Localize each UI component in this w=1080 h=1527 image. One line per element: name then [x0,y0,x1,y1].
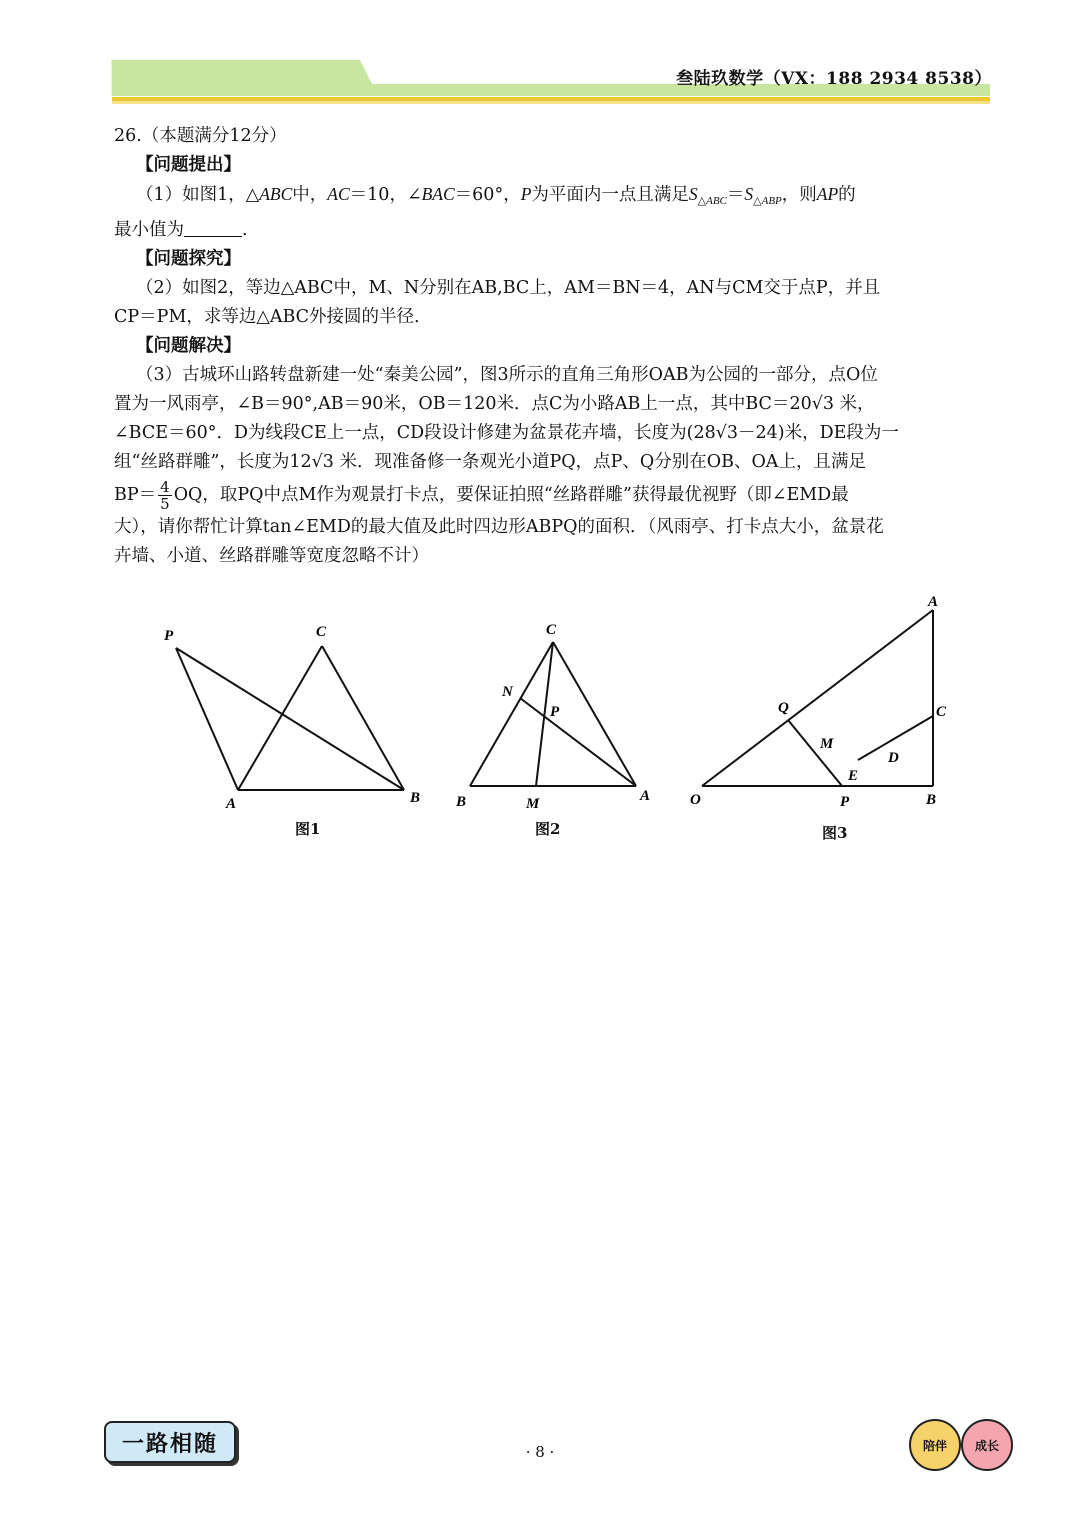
p1-text-a: （1）如图1，△ [136,185,260,205]
part1-line1 [114,180,994,216]
p1-end: . [242,220,248,240]
fraction-numerator: 4 [160,478,170,496]
p1-math-s2: S [744,184,754,204]
fig2-label-b: B [456,794,467,810]
fig3-label-b: B [926,792,937,808]
fig1-label-a: A [226,796,237,812]
p1-sub-abp: △ABP [753,195,782,207]
p1-text-e: ＝10，∠ [349,185,422,205]
p1-sub-abc: △ABC [697,195,727,207]
part1-line2 [114,216,994,245]
p1-math-p: P [520,184,532,204]
fig3-label-p: P [840,794,850,810]
fig1-label-p: P [164,628,174,644]
fig1-label-c: C [316,624,327,640]
fig2-label-m: M [526,796,540,812]
part2-line1: （2）如图2，等边△ABC中，M、N分别在AB,BC上，AM＝BN＝4，AN与CM交于点P，并且 [136,278,881,298]
fig3-caption: 图3 [822,824,848,842]
fig3-label-o: O [690,792,701,808]
fig3-label-m: M [820,736,834,752]
section-label-propose: 【问题提出】 [136,155,241,175]
fig2-label-n: N [502,684,513,700]
p1-math-bac: BAC [421,184,455,204]
p1-text-eq: ＝ [726,185,745,205]
part3-line5 [114,477,994,513]
p1-text-q: 的 [838,185,856,205]
question-body [114,122,994,571]
fig2-label-p: P [550,704,560,720]
fig1-label-b: B [410,790,421,806]
fig3-label-a: A [928,594,939,610]
figures-row [0,580,1080,860]
part3-line2: 置为一风雨亭，∠B＝90°,AB＝90米，OB＝120米．点C为小路AB上一点，其中BC＝20√3 米， [114,394,875,414]
footer-badge: 一路相随 [104,1421,236,1463]
p1-text-c: 中， [292,185,328,205]
part3-line4: 组“丝路群雕”，长度为12√3 米．现准备修一条观光小道PQ，点P、Q分别在OB、OA上，且满足 [114,452,866,472]
figure-2 [450,610,660,810]
fig2-label-a: A [640,788,651,804]
p1-math-ac: AC [327,184,350,204]
footer-circle-companion: 陪伴 [909,1419,961,1471]
page-number: · 8 · [525,1443,555,1461]
section-label-solve: 【问题解决】 [136,336,241,356]
fraction-denominator: 5 [160,495,170,513]
part3-line7: 卉墙、小道、丝路群雕等宽度忽略不计） [114,546,429,566]
section-label-explore: 【问题探究】 [136,249,241,269]
figure-1 [160,610,430,810]
figure-3 [680,590,970,810]
fig3-label-q: Q [778,700,789,716]
fig3-label-d: D [888,750,899,766]
fig2-caption: 图2 [535,820,561,838]
p3-line5-a: BP＝ [114,485,157,505]
part3-line1: （3）古城环山路转盘新建一处“秦美公园”，图3所示的直角三角形OAB为公园的一部分，点O位 [136,365,878,385]
question-number: 26.（本题满分12分） [114,126,287,146]
p1-line2-text: 最小值为 [114,220,184,240]
part2-line2: CP＝PM，求等边△ABC外接圆的半径. [114,307,420,327]
part3-line6: 大），请你帮忙计算tan∠EMD的最大值及此时四边形ABPQ的面积．（风雨亭、打卡点大小，盆景花 [114,517,884,537]
answer-blank [184,218,242,237]
fraction-4-5 [158,479,172,512]
fig3-label-e: E [848,768,859,784]
p1-text-o: ，则 [781,185,817,205]
part3-line3: ∠BCE＝60°．D为线段CE上一点，CD段设计修建为盆景花卉墙，长度为(28√3－24)米，DE段为一 [114,423,899,443]
fig2-label-c: C [546,622,557,638]
fig1-caption: 图1 [295,820,321,838]
footer-circle-growth: 成长 [961,1419,1013,1471]
header-brand: 叁陆玖数学（VX：188 2934 8538） [676,69,992,89]
fig3-label-c: C [936,704,947,720]
header-band [0,0,1080,115]
p1-math-ap: AP [816,184,839,204]
p3-line5-b: OQ，取PQ中点M作为观景打卡点，要保证拍照“丝路群雕”获得最优视野（即∠EMD最 [173,485,849,505]
p1-text-g: ＝60°， [454,185,521,205]
p1-math-s1: S [688,184,698,204]
p1-math-abc: ABC [259,184,293,204]
p1-text-i: 为平面内一点且满足 [531,185,689,205]
